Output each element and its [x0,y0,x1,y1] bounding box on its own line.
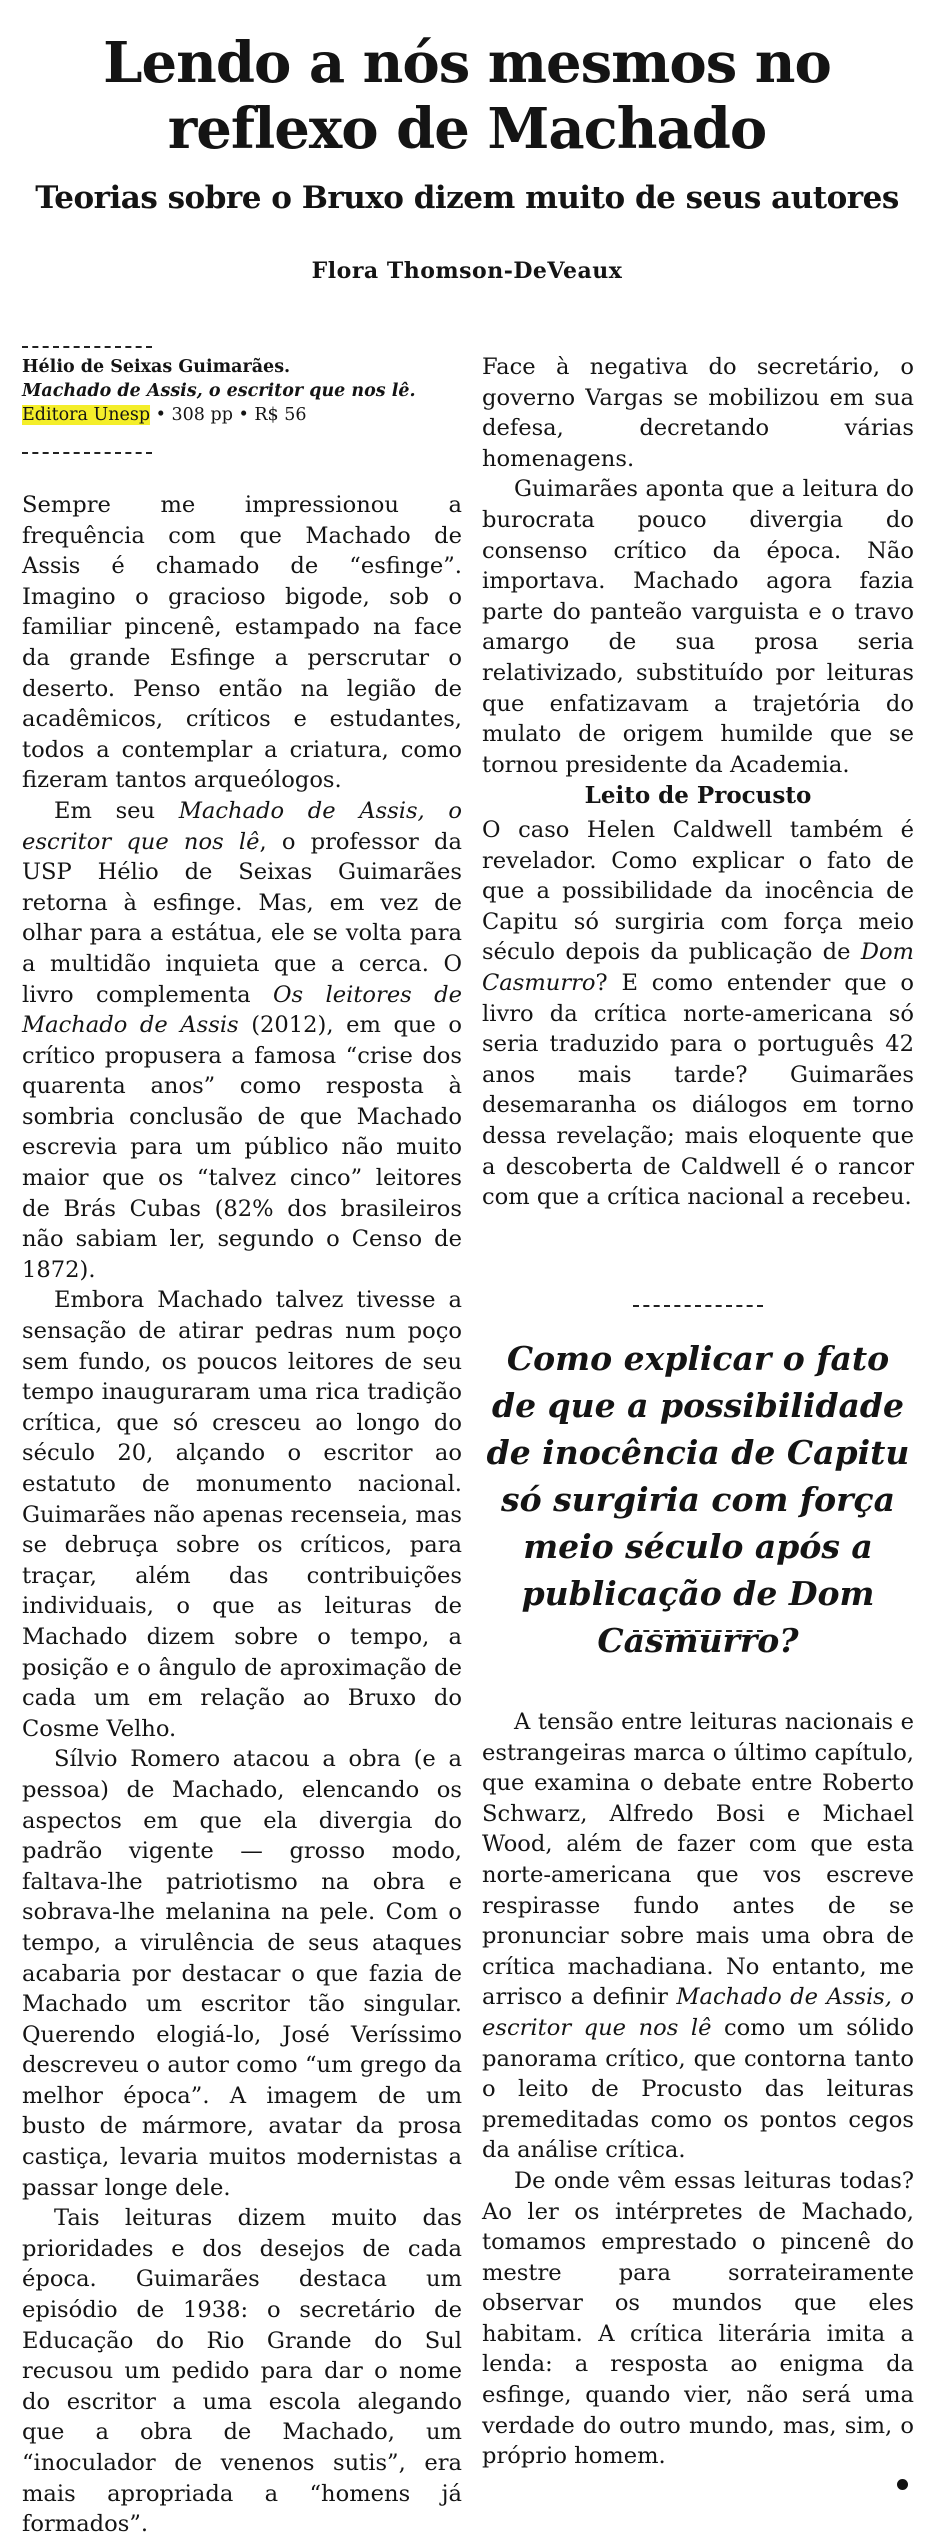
paragraph: Face à negativa do secretário, o governo Vargas se mobilizou em sua defesa, decretando várias homenagens. [482,354,914,472]
book-info [22,355,462,427]
paragraph: A tensão entre leituras nacionais e estrangeiras marca o último capítulo, que examina o debate entre Roberto Schwarz, Alfredo Bosi e Michael Wood, além de fazer com que esta norte-americana que vos escreve respirasse fundo antes de se pronunciar sobre mais uma obra de crítica machadiana. No entanto, me arrisco a definir Machado de Assis, o escritor que nos lê como um sólido panorama crítico, que contorna tanto o leito de Procusto das leituras premeditadas como os pontos cegos da análise crítica. [482,1709,914,2164]
quote-divider-top [633,1305,763,1309]
publisher: Editora Unesp [22,405,151,425]
book-details-line [22,403,462,427]
paragraph: De onde vêm essas leituras todas? Ao ler os intérpretes de Machado, tomamos emprestado o pincenê do mestre para sorrateiramente observar os mundos que eles habitam. A crítica literária imita a lenda: a resposta ao enigma da esfinge, quando vier, não será uma verdade do outro mundo, mas, sim, o próprio homem. [482,2167,914,2470]
headline [0,30,934,162]
pull-quote: Como explicar o fato de que a possibilidade de inocência de Capitu só surgiria com força meio século após a publicação de Dom Casmurro? [486,1339,910,1660]
paragraph: Em seu Machado de Assis, o escritor que nos lê, o professor da USP Hélio de Seixas Guimarães retorna à esfinge. Mas, em vez de olhar para a estátua, ele se volta para a multidão inquieta que a cerca. O livro complementa Os leitores de Machado de Assis (2012), em que o crítico propusera a famosa “crise dos quarenta anos” como resposta à sombria conclusão de que Machado escrevia para um público não muito maior que os “talvez cinco” leitores de Brás Cubas (82% dos brasileiros não sabiam ler, segundo o Censo de 1872). [22,797,462,1283]
book-author: Hélio de Seixas Guimarães. [22,357,291,377]
paragraph: Embora Machado talvez tivesse a sensação de atirar pedras num poço sem fundo, os poucos leitores de seu tempo inauguraram uma rica tradição crítica, que só cresceu ao longo do século 20, alçando o escritor ao estatuto de monumento nacional. Guimarães não apenas recenseia, mas se debruça sobre os críticos, para traçar, além das contribuições individuais, o que as leituras de Machado dizem sobre o tempo, a posição e o ângulo de aproximação de cada um em relação ao Bruxo do Cosme Velho. [22,1287,462,1742]
end-mark [897,2479,908,2490]
byline: Flora Thomson-DeVeaux [311,258,623,284]
book-details: • 308 pp • R$ 56 [150,405,307,425]
subtitle: Teorias sobre o Bruxo dizem muito de seus autores [35,180,899,216]
paragraph: Sílvio Romero atacou a obra (e a pessoa) de Machado, elencando os aspectos em que ela divergia do padrão vigente — grosso modo, faltava-lhe patriotismo na obra e sobrava-lhe melanina na pele. Com o tempo, a virulência de seus ataques acabaria por destacar o que fazia de Machado um escritor tão singular. Querendo elogiá-lo, José Veríssimo descreveu o autor como “um grego da melhor época”. A imagem de um busto de mármore, avatar da prosa castiça, levaria muitos modernistas a passar longe dele. [22,1746,462,2201]
headline-line-1: Lendo a nós mesmos no [103,30,831,96]
headline-line-2: reflexo de Machado [167,96,767,162]
right-column-section [482,815,914,1213]
divider-top [22,346,152,350]
left-column [22,490,462,2540]
paragraph: Tais leituras dizem muito das prioridades e dos desejos de cada época. Guimarães destaca um episódio de 1938: o secretário de Educação do Rio Grande do Sul recusou um pedido para dar o nome do escritor a uma escola alegando que a obra de Machado, um “inoculador de venenos sutis”, era mais apropriada a “homens já formados”. [22,2205,462,2538]
divider-bottom [22,452,152,456]
paragraph: Sempre me impressionou a frequência com que Machado de Assis é chamado de “esfinge”. Imagino o gracioso bigode, sob o familiar pincenê, estampado na face da grande Esfinge a perscrutar o deserto. Penso então na legião de acadêmicos, críticos e estudantes, todos a contemplar a criatura, como fizeram tantos arqueólogos. [22,492,462,794]
book-title: Machado de Assis, o escritor que nos lê. [22,381,416,401]
right-column-top [482,352,914,780]
quote-divider-bottom [633,1630,763,1634]
section-heading: Leito de Procusto [584,782,812,809]
paragraph: O caso Helen Caldwell também é revelador. Como explicar o fato de que a possibilidade da inocência de Capitu só surgiria com força meio século depois da publicação de Dom Casmurro? E como entender que o livro da crítica norte-americana só seria traduzido para o português 42 anos mais tarde? Guimarães desemaranha os diálogos em torno dessa revelação; mais eloquente que a descoberta de Caldwell é o rancor com que a crítica nacional a recebeu. [482,817,914,1211]
paragraph: Guimarães aponta que a leitura do burocrata pouco divergia do consenso crítico da época. Não importava. Machado agora fazia parte do panteão varguista e o travo amargo de sua prosa seria relativizado, substituído por leituras que enfatizavam a trajetória do mulato de origem humilde que se tornou presidente da Academia. [482,476,914,778]
right-column-bottom [482,1707,914,2472]
